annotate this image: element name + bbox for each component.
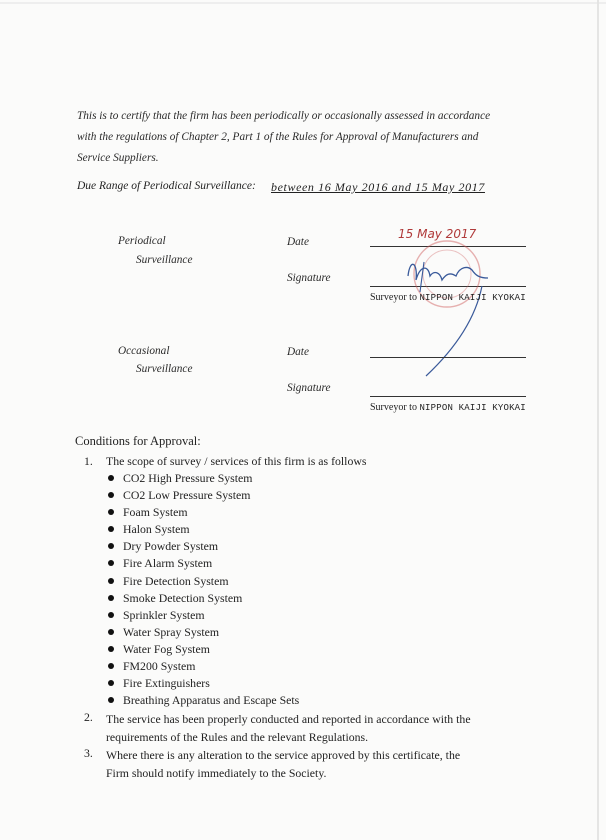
condition-2-line: The service has been properly conducted and reported in accordance with the [106,712,471,726]
condition-3-line: Firm should notify immediately to the Society. [106,766,327,780]
occasional-surveyor-caption [370,402,526,413]
scope-list-item: Fire Detection System [108,573,299,590]
occasional-date-label: Date [287,346,309,358]
surveyor-stamp-and-signature [380,236,510,386]
scope-list-item: Halon System [108,521,299,538]
occasional-signature-label: Signature [287,382,331,394]
occasional-signature-line [370,396,526,397]
periodical-date-value: 15 May 2017 [398,227,477,241]
periodical-heading: Periodical [118,235,166,247]
scope-list-item: Fire Alarm System [108,555,299,572]
scope-list-item: Foam System [108,504,299,521]
scope-list-item: Water Spray System [108,624,299,641]
intro-line: with the regulations of Chapter 2, Part 1 of the Rules for Approval of Manufacturers and [77,131,479,143]
scope-list-item: Dry Powder System [108,538,299,555]
condition-3-line: Where there is any alteration to the service approved by this certificate, the [106,748,461,762]
surveyor-prefix: Surveyor to [370,402,417,413]
due-range-label: Due Range of Periodical Surveillance: [77,180,256,192]
condition-1-text: The scope of survey / services of this firm is as follows [106,454,367,468]
scope-list-item: Fire Extinguishers [108,675,299,692]
scope-list-item: CO2 Low Pressure System [108,487,299,504]
intro-line: Service Suppliers. [77,152,159,164]
condition-2-line: requirements of the Rules and the relevant Regulations. [106,730,369,744]
occasional-heading-2: Surveillance [136,363,193,375]
scope-list-item: Breathing Apparatus and Escape Sets [108,692,299,709]
condition-number: 2. [84,710,93,724]
periodical-surveyor-caption [370,292,526,303]
intro-line: This is to certify that the firm has been periodically or occasionally assessed in accordance [77,110,491,122]
periodical-date-label: Date [287,236,309,248]
periodical-heading-2: Surveillance [136,254,193,266]
surveyor-org: NIPPON KAIJI KYOKAI [419,293,526,303]
surveyor-org: NIPPON KAIJI KYOKAI [419,403,526,413]
conditions-title: Conditions for Approval: [75,434,201,448]
occasional-date-line [370,357,526,358]
condition-number: 3. [84,746,93,760]
due-range-value: between 16 May 2016 and 15 May 2017 [271,180,485,194]
periodical-signature-label: Signature [287,272,331,284]
condition-3-text [106,746,526,782]
occasional-heading: Occasional [118,345,170,357]
scope-list-item: Water Fog System [108,641,299,658]
scope-list-item: Sprinkler System [108,607,299,624]
scope-list-item: Smoke Detection System [108,590,299,607]
surveyor-prefix: Surveyor to [370,292,417,303]
condition-2-text [106,710,526,746]
certification-statement [77,106,532,169]
condition-number: 1. [84,454,93,468]
scope-list-item: FM200 System [108,658,299,675]
scope-list [108,470,299,709]
scope-list-item: CO2 High Pressure System [108,470,299,487]
